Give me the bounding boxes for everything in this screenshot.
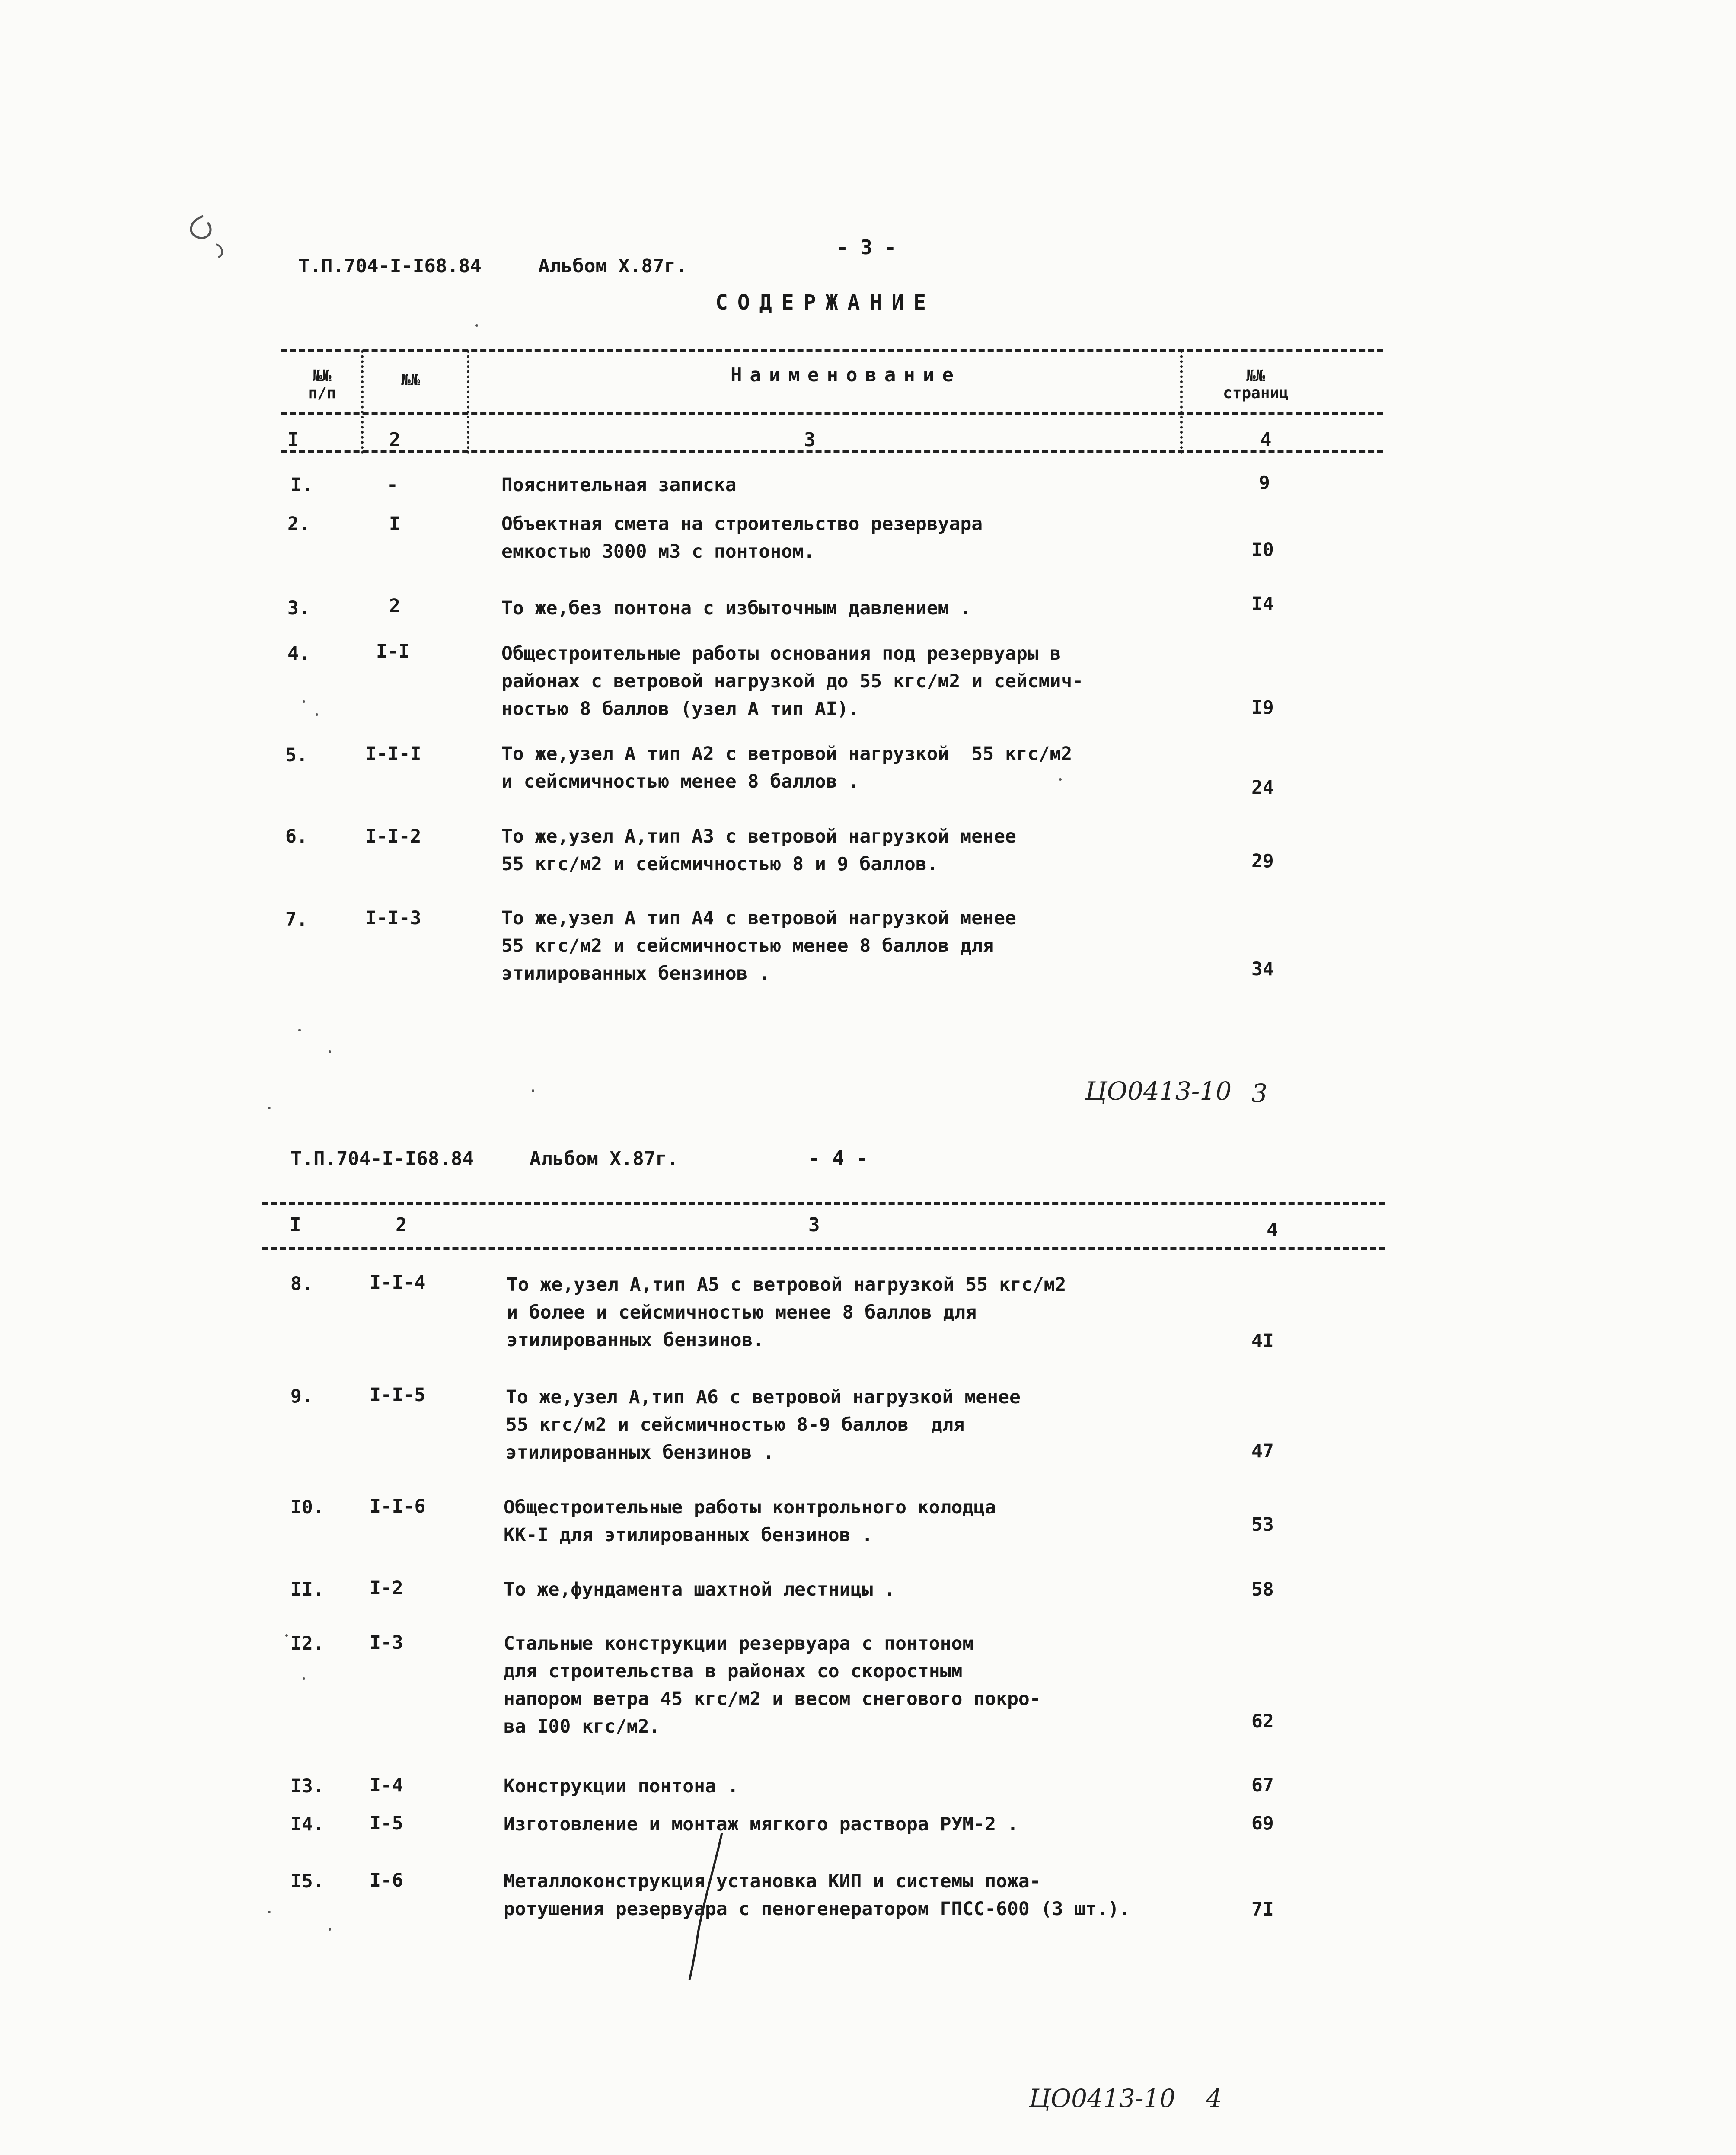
row-page: I9 bbox=[1251, 697, 1274, 718]
row-code: I-5 bbox=[370, 1813, 403, 1834]
row-code: I-2 bbox=[370, 1577, 403, 1599]
row-code: - bbox=[387, 474, 398, 496]
table-header-rule bbox=[281, 412, 1383, 415]
header-name: Наименование bbox=[731, 364, 961, 386]
colnum-3: 3 bbox=[808, 1214, 820, 1236]
table-top-rule bbox=[262, 1202, 1385, 1205]
handwritten-archive-number: ЦО0413-10 bbox=[1085, 1076, 1232, 1106]
row-page: 9 bbox=[1259, 472, 1270, 494]
row-code: I-I-3 bbox=[365, 907, 421, 929]
doc-code: Т.П.704-I-I68.84 bbox=[290, 1148, 474, 1170]
row-page: 47 bbox=[1251, 1440, 1274, 1462]
row-page: 67 bbox=[1251, 1775, 1274, 1796]
row-code: I-I-5 bbox=[370, 1384, 426, 1406]
row-title: То же,без понтона с избыточным давлением . bbox=[501, 597, 972, 619]
row-title: Конструкции понтона . bbox=[504, 1775, 739, 1797]
row-number: 7. bbox=[285, 909, 308, 930]
row-number: I. bbox=[290, 474, 313, 496]
row-number: I0. bbox=[290, 1497, 324, 1518]
row-page: 4I bbox=[1251, 1330, 1274, 1352]
handwritten-archive-number: ЦО0413-10 bbox=[1029, 2084, 1176, 2113]
page-title: СОДЕРЖАНИЕ bbox=[715, 291, 935, 315]
row-code: I-I-6 bbox=[370, 1496, 426, 1517]
column-divider bbox=[1180, 350, 1183, 454]
handwritten-page-number: 3 bbox=[1251, 1079, 1267, 1108]
row-page: 69 bbox=[1251, 1813, 1274, 1834]
row-page: 58 bbox=[1251, 1579, 1274, 1600]
row-page: 29 bbox=[1251, 850, 1274, 872]
table-colnum-rule bbox=[262, 1247, 1385, 1250]
row-code: I-I-I bbox=[365, 743, 421, 765]
row-code: I-I-2 bbox=[365, 826, 421, 847]
row-number: II. bbox=[290, 1579, 324, 1600]
colnum-1: I bbox=[287, 429, 299, 451]
row-number: I3. bbox=[290, 1775, 324, 1797]
row-title: То же,узел А,тип А5 с ветровой нагрузкой 55 кгс/м2 и более и сейсмичностью менее 8 баллов для этилированных бензинов. bbox=[507, 1274, 1066, 1351]
row-code: I-4 bbox=[370, 1775, 403, 1796]
colnum-2: 2 bbox=[389, 429, 401, 451]
row-number: I2. bbox=[290, 1633, 324, 1654]
row-page: 62 bbox=[1251, 1711, 1274, 1732]
table-top-rule bbox=[281, 349, 1383, 352]
row-title: То же,узел А тип А2 с ветровой нагрузкой 55 кгс/м2 и сейсмичностью менее 8 баллов . bbox=[501, 743, 1072, 792]
row-code: I-I-4 bbox=[370, 1272, 426, 1293]
row-code: I bbox=[389, 513, 400, 535]
album-label: Альбом X.87г. bbox=[538, 255, 687, 277]
row-title: Общестроительные работы основания под резервуары в районах с ветровой нагрузкой до 55 кгс/м2 и сейсмич- ностью 8 баллов (узел А тип АI). bbox=[501, 643, 1084, 720]
row-number: 4. bbox=[287, 643, 310, 664]
column-divider bbox=[361, 350, 364, 454]
page-number: - 3 - bbox=[836, 236, 897, 259]
row-title: Изготовление и монтаж мягкого раствора РУМ-2 . bbox=[504, 1813, 1018, 1835]
header-num: №№ п/п bbox=[308, 367, 336, 402]
row-page: 34 bbox=[1251, 958, 1274, 980]
colnum-2: 2 bbox=[396, 1214, 407, 1236]
row-title: То же,узел А тип А4 с ветровой нагрузкой менее 55 кгс/м2 и сейсмичностью менее 8 баллов для этилированных бензинов . bbox=[501, 907, 1016, 984]
album-label: Альбом X.87г. bbox=[530, 1148, 679, 1170]
row-title: То же,узел А,тип А3 с ветровой нагрузкой менее 55 кгс/м2 и сейсмичностью 8 и 9 баллов. bbox=[501, 826, 1016, 875]
row-number: 6. bbox=[285, 826, 308, 847]
row-page: 7I bbox=[1251, 1899, 1274, 1920]
row-code: I-3 bbox=[370, 1632, 403, 1654]
row-title: То же,узел А,тип А6 с ветровой нагрузкой менее 55 кгс/м2 и сейсмичностью 8-9 баллов для этилированных бензинов . bbox=[506, 1386, 1021, 1463]
row-number: I5. bbox=[290, 1871, 324, 1892]
pen-stroke-mark bbox=[674, 1829, 739, 1984]
row-code: I-I bbox=[376, 641, 410, 662]
row-page: 53 bbox=[1251, 1514, 1274, 1536]
colnum-3: 3 bbox=[804, 429, 816, 451]
row-number: 5. bbox=[285, 744, 308, 766]
colnum-4: 4 bbox=[1260, 429, 1272, 451]
row-number: 8. bbox=[290, 1273, 313, 1295]
handwritten-page-number: 4 bbox=[1206, 2084, 1222, 2113]
row-title: Общестроительные работы контрольного колодца КК-I для этилированных бензинов . bbox=[504, 1497, 996, 1546]
row-number: 9. bbox=[290, 1386, 313, 1407]
colnum-1: I bbox=[290, 1214, 301, 1236]
page-number: - 4 - bbox=[808, 1146, 868, 1170]
row-page: I0 bbox=[1251, 539, 1274, 561]
row-title: Пояснительная записка bbox=[501, 474, 737, 496]
table-colnum-rule bbox=[281, 450, 1383, 453]
row-page: 24 bbox=[1251, 777, 1274, 798]
row-number: 2. bbox=[287, 513, 310, 535]
header-code: №№ bbox=[401, 371, 420, 389]
row-title: Металлоконструкция установка КИП и системы пожа- ротушения резервуара с пеногенератором ГПСС-600 (3 шт.). bbox=[504, 1871, 1130, 1920]
corner-scribble-mark bbox=[173, 203, 238, 259]
doc-code: Т.П.704-I-I68.84 bbox=[298, 255, 482, 277]
row-title: То же,фундамента шахтной лестницы . bbox=[504, 1579, 896, 1600]
row-code: I-6 bbox=[370, 1870, 403, 1891]
header-pages: №№ страниц bbox=[1223, 367, 1289, 402]
row-title: Стальные конструкции резервуара с понтоном для строительства в районах со скоростным напором ветра 45 кгс/м2 и весом снегового покро- ва I00 кгс/м2. bbox=[504, 1633, 1041, 1737]
row-page: I4 bbox=[1251, 593, 1274, 615]
row-number: 3. bbox=[287, 597, 310, 619]
column-divider bbox=[467, 350, 469, 454]
row-number: I4. bbox=[290, 1813, 324, 1835]
colnum-4: 4 bbox=[1267, 1219, 1278, 1241]
row-title: Объектная смета на строительство резервуара емкостью 3000 м3 с понтоном. bbox=[501, 513, 983, 562]
row-code: 2 bbox=[389, 595, 400, 617]
